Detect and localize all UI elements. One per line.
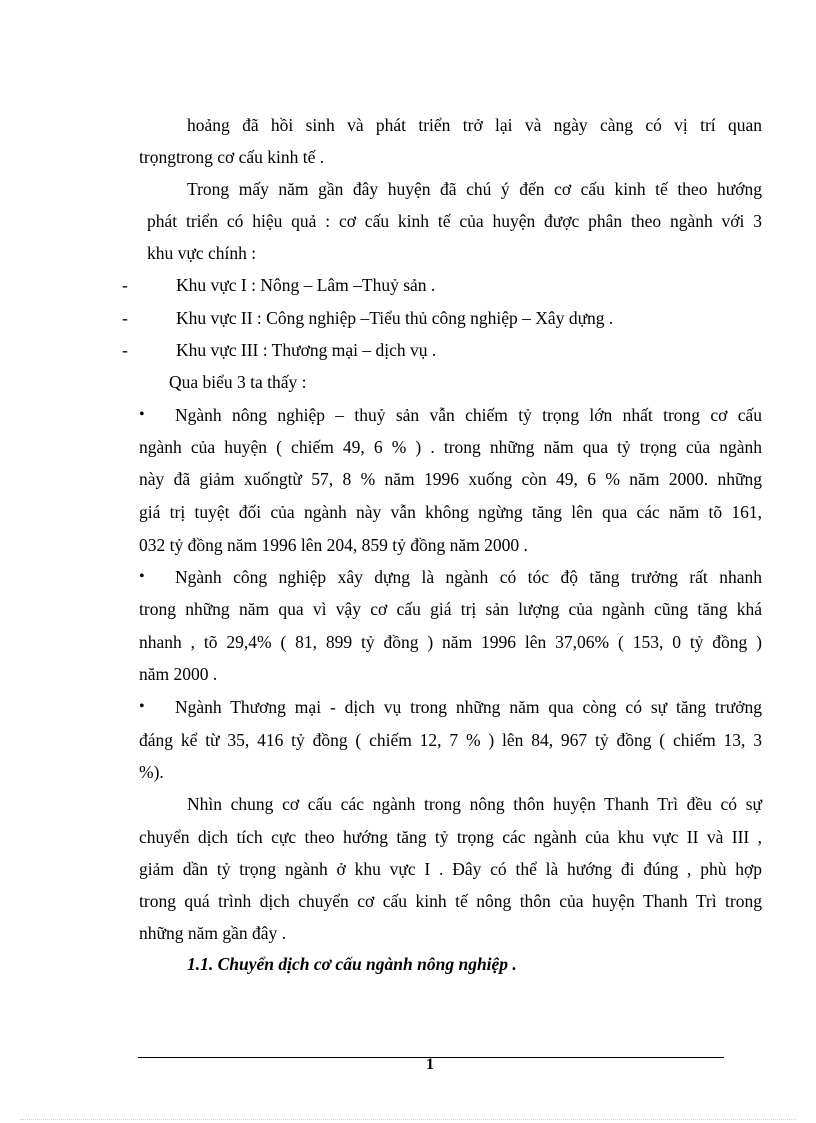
page-bottom-divider (20, 1119, 796, 1120)
text-line: 032 tỷ đồng năm 1996 lên 204, 859 tỷ đồng năm 2000 . (139, 535, 528, 555)
page-number: 1 (426, 1056, 434, 1073)
text-line: những năm gần đây . (139, 923, 287, 943)
list-item: Khu vực III : Thương mại – dịch vụ . (176, 340, 437, 360)
intro-line: Qua biểu 3 ta thấy : (169, 372, 307, 392)
text-line: hoảng đã hồi sinh và phát triển trở lại và ngày càng có vị trí quan (187, 115, 762, 135)
text-line: này đã giảm xuốngtừ 57, 8 % năm 1996 xuống còn 49, 6 % năm 2000. những (139, 469, 762, 489)
text-line: nhanh , tõ 29,4% ( 81, 899 tỷ đồng ) năm 1996 lên 37,06% ( 153, 0 tỷ đồng ) (139, 632, 762, 652)
text-line: giá trị tuyệt đối của ngành này vẫn không ngừng tăng lên qua các năm tõ 161, (139, 502, 762, 522)
text-line: chuyển dịch tích cực theo hướng tăng tỷ trọng các ngành của khu vực II và III , (139, 827, 762, 847)
text-line: Nhìn chung cơ cấu các ngành trong nông thôn huyện Thanh Trì đều có sự (187, 794, 762, 814)
text-line: trong quá trình dịch chuyển cơ cấu kinh tế nông thôn của huyện Thanh Trì trong (139, 891, 762, 911)
section-heading: 1.1. Chuyển dịch cơ cấu ngành nông nghiệp . (187, 954, 517, 974)
text-line: Ngành Thương mại - dịch vụ trong những năm qua còng có sự tăng trưởng (175, 697, 762, 717)
dash-marker: - (122, 275, 128, 295)
text-line: đáng kể từ 35, 416 tỷ đồng ( chiếm 12, 7 % ) lên 84, 967 tỷ đồng ( chiếm 13, 3 (139, 730, 762, 750)
dash-marker: - (122, 308, 128, 328)
text-line: trọngtrong cơ cấu kinh tế . (139, 147, 325, 167)
list-item: Khu vực II : Công nghiệp –Tiểu thủ công nghiệp – Xây dựng . (176, 308, 614, 328)
text-line: Ngành công nghiệp xây dựng là ngành có tóc độ tăng trưởng rất nhanh (175, 567, 762, 587)
text-line: trong những năm qua vì vậy cơ cấu giá trị sản lượng của ngành cũng tăng khá (139, 599, 762, 619)
text-line: ngành của huyện ( chiếm 49, 6 % ) . trong những năm qua tỷ trọng của ngành (139, 437, 762, 457)
text-line: %). (139, 762, 164, 782)
text-line: Trong mấy năm gần đây huyện đã chú ý đến cơ cấu kinh tế theo hướng (187, 179, 762, 199)
text-line: khu vực chính : (147, 243, 257, 263)
bullet-icon: • (139, 698, 145, 715)
bullet-icon: • (139, 406, 145, 423)
text-line: phát triển có hiệu quả : cơ cấu kinh tế của huyện được phân theo ngành với 3 (147, 211, 762, 231)
text-line: Ngành nông nghiệp – thuỷ sản vẫn chiếm tỷ trọng lớn nhất trong cơ cấu (175, 405, 762, 425)
bullet-icon: • (139, 568, 145, 585)
text-line: giảm dần tỷ trọng ngành ở khu vực I . Đây có thể là hướng đi đúng , phù hợp (139, 859, 762, 879)
text-line: năm 2000 . (139, 664, 218, 684)
dash-marker: - (122, 340, 128, 360)
list-item: Khu vực I : Nông – Lâm –Thuỷ sản . (176, 275, 436, 295)
